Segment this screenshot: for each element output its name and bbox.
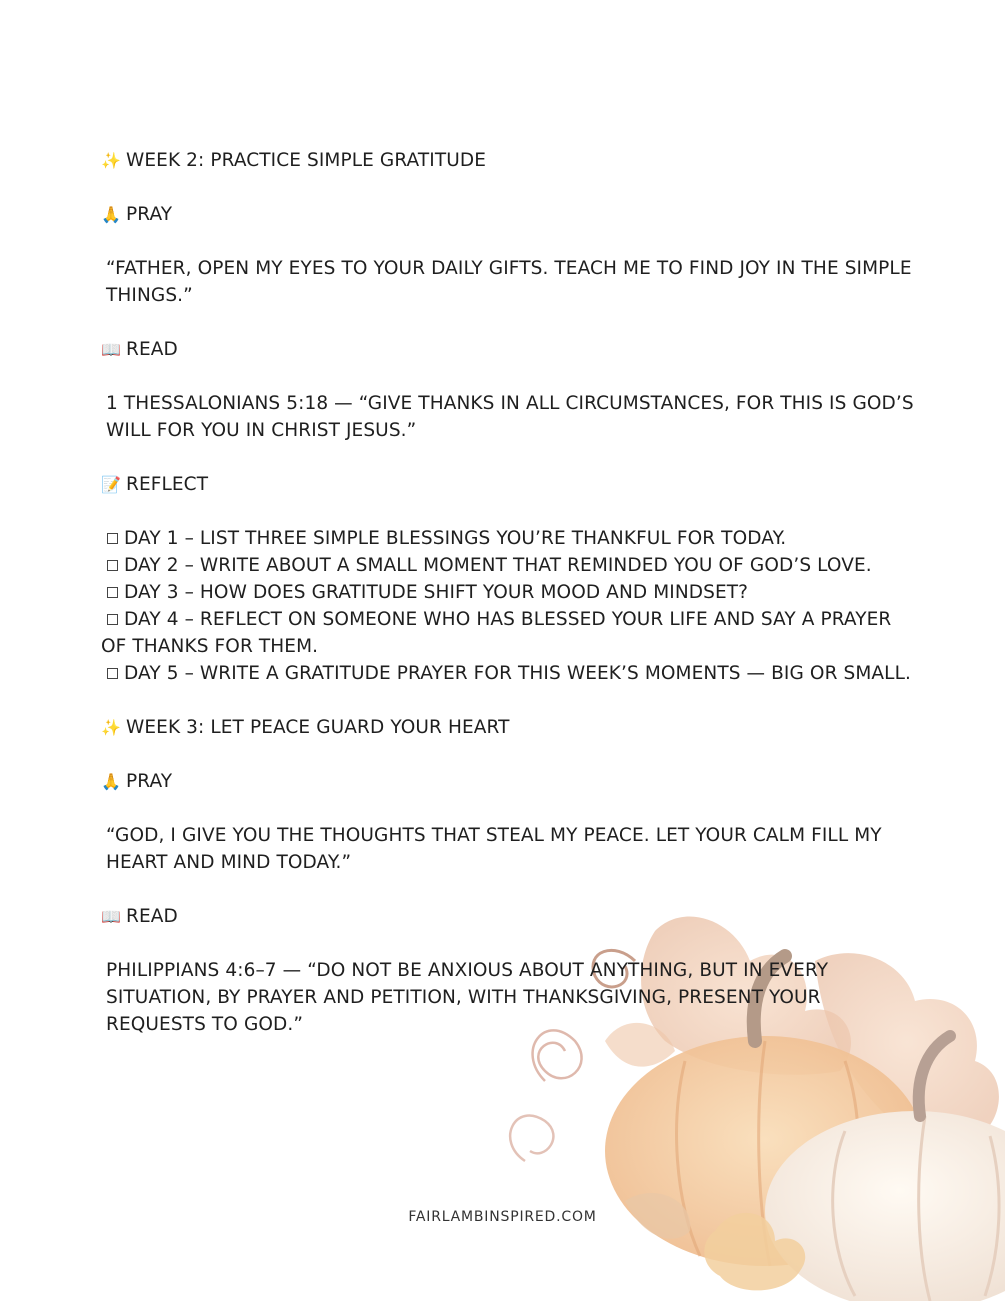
- devotional-content: [101, 147, 921, 1038]
- website-footer[interactable]: FAIRLAMBINSPIRED.COM: [408, 1209, 597, 1225]
- reflect-item-day5: [101, 660, 921, 687]
- week2-title: WEEK 2: PRACTICE SIMPLE GRATITUDE: [126, 150, 487, 171]
- week2-scripture: 1 THESSALONIANS 5:18 — “GIVE THANKS IN ALL CIRCUMSTANCES, FOR THIS IS GOD’S WILL FOR YOU IN CHRIST JESUS.”: [106, 393, 914, 441]
- week2-reflect-heading: REFLECT: [126, 474, 209, 495]
- pray-hands-icon: 🙏: [101, 772, 122, 791]
- week2-reflect-heading-line: [101, 471, 921, 498]
- week3-read-heading: READ: [126, 906, 178, 927]
- checkbox-day4[interactable]: [107, 614, 118, 625]
- week3-pray-heading-line: [101, 768, 921, 795]
- reflect-item-text: DAY 2 – WRITE ABOUT A SMALL MOMENT THAT REMINDED YOU OF GOD’S LOVE.: [124, 555, 872, 576]
- week3-scripture: PHILIPPIANS 4:6–7 — “DO NOT BE ANXIOUS ABOUT ANYTHING, BUT IN EVERY SITUATION, BY PRAYER AND PETITION, WITH THANKSGIVING, PRESENT YOUR REQUESTS TO GOD.”: [106, 960, 829, 1035]
- week3-prayer: “GOD, I GIVE YOU THE THOUGHTS THAT STEAL MY PEACE. LET YOUR CALM FILL MY HEART AND MIND TODAY.”: [106, 825, 882, 873]
- open-book-icon: 📖: [101, 340, 122, 359]
- week2-title-line: [101, 147, 921, 174]
- open-book-icon: 📖: [101, 907, 122, 926]
- week2-pray-heading-line: [101, 201, 921, 228]
- checkbox-day2[interactable]: [107, 560, 118, 571]
- reflect-item-day3: [101, 579, 921, 606]
- week2-prayer: “FATHER, OPEN MY EYES TO YOUR DAILY GIFTS. TEACH ME TO FIND JOY IN THE SIMPLE THINGS.”: [106, 258, 912, 306]
- memo-icon: 📝: [101, 475, 122, 494]
- checkbox-day3[interactable]: [107, 587, 118, 598]
- reflect-item-day1: [101, 525, 921, 552]
- week3-pray-heading: PRAY: [126, 771, 173, 792]
- checkbox-day1[interactable]: [107, 533, 118, 544]
- reflect-item-text: DAY 3 – HOW DOES GRATITUDE SHIFT YOUR MOOD AND MINDSET?: [124, 582, 749, 603]
- week2-pray-heading: PRAY: [126, 204, 173, 225]
- sparkles-icon: ✨: [101, 718, 122, 737]
- reflect-item-text: DAY 1 – LIST THREE SIMPLE BLESSINGS YOU’RE THANKFUL FOR TODAY.: [124, 528, 787, 549]
- week3-title: WEEK 3: LET PEACE GUARD YOUR HEART: [126, 717, 510, 738]
- week3-read-heading-line: [101, 903, 921, 930]
- reflect-item-text: DAY 4 – REFLECT ON SOMEONE WHO HAS BLESSED YOUR LIFE AND SAY A PRAYER OF THANKS FOR THEM.: [101, 609, 892, 657]
- week2-read-heading-line: [101, 336, 921, 363]
- reflect-item-text: DAY 5 – WRITE A GRATITUDE PRAYER FOR THIS WEEK’S MOMENTS — BIG OR SMALL.: [124, 663, 911, 684]
- reflect-item-day2: [101, 552, 921, 579]
- week2-read-heading: READ: [126, 339, 178, 360]
- week3-title-line: [101, 714, 921, 741]
- sparkles-icon: ✨: [101, 151, 122, 170]
- pray-hands-icon: 🙏: [101, 205, 122, 224]
- reflect-item-day4: [101, 606, 921, 660]
- checkbox-day5[interactable]: [107, 668, 118, 679]
